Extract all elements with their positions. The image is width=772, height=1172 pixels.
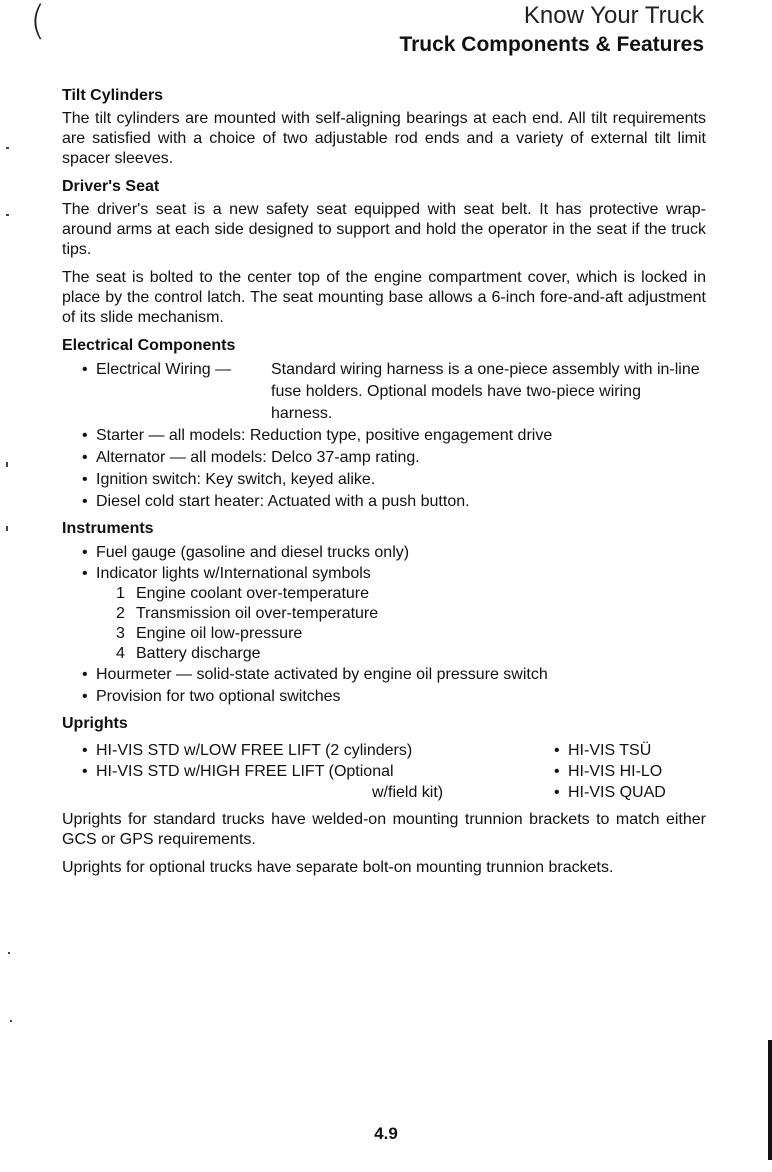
header-title: Know Your Truck	[523, 2, 704, 29]
item-number: 3	[116, 625, 125, 642]
list-item: • Diesel cold start heater: Actuated with a push button.	[62, 491, 706, 513]
numbered-item	[62, 644, 706, 664]
wiring-label: • Electrical Wiring —	[62, 359, 706, 381]
tilt-cylinders-text: The tilt cylinders are mounted with self-aligning bearings at each end. All tilt requirements are satisfied with a choice of two adjustable rod ends and a variety of external tilt limit spacer sleeves.	[62, 110, 706, 167]
item-text: Battery discharge	[136, 645, 261, 662]
margin-mark	[10, 1020, 12, 1022]
binding-paren: (	[30, 0, 46, 44]
list-item: • Fuel gauge (gasoline and diesel trucks only)	[62, 542, 706, 564]
list-item: • HI-VIS STD w/HIGH FREE LIFT (Optional	[62, 761, 532, 782]
item-number: 2	[116, 605, 125, 622]
instruments-section	[62, 519, 706, 708]
margin-mark	[6, 147, 9, 149]
page-content	[62, 86, 706, 886]
numbered-item	[62, 624, 706, 644]
item-number: 1	[116, 585, 125, 602]
drivers-seat-para-1: The driver's seat is a new safety seat equipped with seat belt. It has protective wrap-around arms at each side designed to support and hold the operator in the seat if the truck tips.	[62, 201, 706, 258]
uprights-list	[62, 740, 706, 801]
margin-mark	[8, 952, 10, 954]
drivers-seat-para-2: The seat is bolted to the center top of the engine compartment cover, which is locked in place by the control latch. The seat mounting base allows a 6-inch fore-and-aft adjustment of its slide mechanism.	[62, 269, 706, 326]
list-item: • Ignition switch: Key switch, keyed alike.	[62, 469, 706, 491]
item-text: Engine coolant over-temperature	[136, 585, 370, 602]
electrical-heading: Electrical Components	[62, 337, 236, 354]
page-number: 4.9	[374, 1124, 398, 1143]
item-number: 4	[116, 645, 125, 662]
header-subtitle: Truck Components & Features	[399, 33, 704, 56]
item-text: Engine oil low-pressure	[136, 625, 303, 642]
uprights-right-column	[534, 740, 714, 803]
electrical-section	[62, 336, 706, 513]
list-item: • HI-VIS HI-LO	[534, 761, 714, 782]
wiring-description: Standard wiring harness is a one-piece assembly with in-line fuse holders. Optional models have two-piece wiring harness.	[271, 361, 700, 422]
list-item: • HI-VIS QUAD	[534, 782, 714, 803]
list-item: • Indicator lights w/International symbols	[62, 564, 706, 584]
uprights-para-1: Uprights for standard trucks have welded-on mounting trunnion brackets to match either GCS or GPS requirements.	[62, 811, 706, 848]
tilt-cylinders-heading: Tilt Cylinders	[62, 87, 164, 104]
uprights-left-column	[62, 740, 532, 803]
instruments-heading: Instruments	[62, 520, 154, 537]
numbered-item	[62, 604, 706, 624]
list-item: • Starter — all models: Reduction type, positive engagement drive	[62, 425, 706, 447]
uprights-heading: Uprights	[62, 715, 128, 732]
margin-mark	[6, 462, 8, 467]
tilt-cylinders-section	[62, 86, 706, 169]
list-item-continuation: w/field kit)	[372, 784, 444, 801]
list-item: • HI-VIS TSÜ	[534, 740, 714, 761]
uprights-para-2: Uprights for optional trucks have separate bolt-on mounting trunnion brackets.	[62, 859, 614, 876]
uprights-section	[62, 714, 706, 878]
list-item: • Alternator — all models: Delco 37-amp rating.	[62, 447, 706, 469]
drivers-seat-section	[62, 177, 706, 328]
numbered-item	[62, 584, 706, 604]
item-text: Transmission oil over-temperature	[136, 605, 379, 622]
list-item: • HI-VIS STD w/LOW FREE LIFT (2 cylinders)	[62, 740, 532, 761]
list-item: • Provision for two optional switches	[62, 686, 706, 708]
margin-mark	[6, 214, 9, 216]
wiring-item	[62, 359, 706, 425]
list-item: • Hourmeter — solid-state activated by engine oil pressure switch	[62, 664, 706, 686]
drivers-seat-heading: Driver's Seat	[62, 178, 160, 195]
margin-mark	[6, 526, 8, 531]
